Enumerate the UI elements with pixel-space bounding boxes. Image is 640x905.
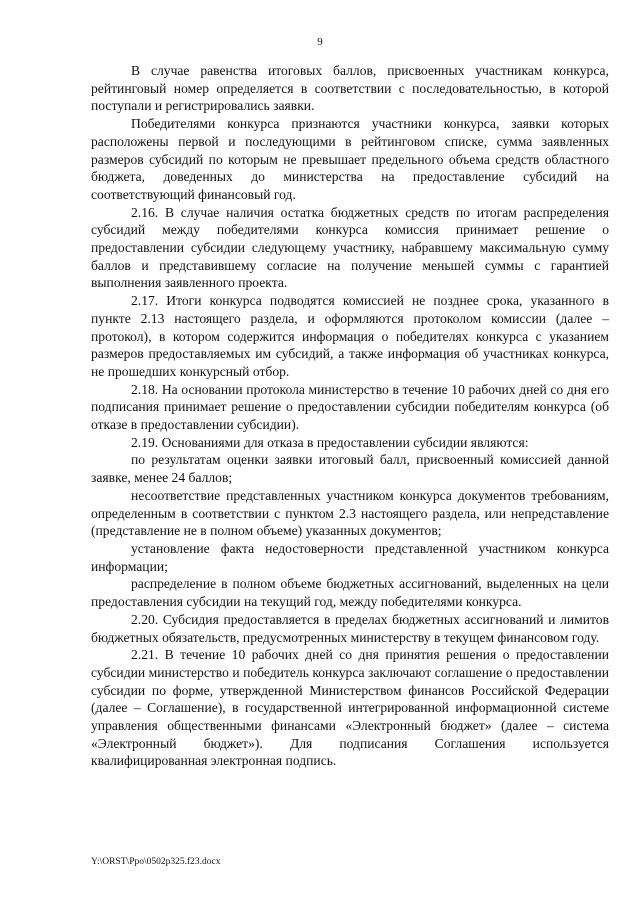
- refusal-ground-documents: несоответствие представленных участником конкурса документов требованиям, определенным в соответствии с пунктом 2.3 настоящего раздела, или непредставление (представление не в полном объеме) указанных документов;: [91, 487, 609, 539]
- paragraph-2-16: 2.16. В случае наличия остатка бюджетных средств по итогам распределения субсидий между победителями конкурса комиссия принимает решение о предоставлении субсидии следующему участнику, набравшему максимальную сумму баллов и представившему согласие на получение меньшей суммы с гарантией выполнения заявленного проекта.: [91, 204, 609, 291]
- footer-file-path: Y:\ORST\Ppo\0502p325.f23.docx: [91, 857, 221, 867]
- paragraph-2-21: 2.21. В течение 10 рабочих дней со дня принятия решения о предоставлении субсидии министерство и победитель конкурса заключают соглашение о предоставлении субсидии по форме, утвержденной Министерством финансов Российской Федерации (далее – Соглашение), в государственной интегрированной информационной системе управления общественными финансами «Электронный бюджет» (далее – система «Электронный бюджет»). Для подписания Соглашения используется квалифицированная электронная подпись.: [91, 647, 609, 769]
- paragraph-winners: Победителями конкурса признаются участники конкурса, заявки которых расположены первой и последующими в рейтинговом списке, сумма заявленных размеров субсидий по которым не превышает предельного объема средств областного бюджета, доведенных до министерства на предоставление субсидий на соответствующий финансовый год.: [91, 116, 609, 202]
- refusal-ground-score: по результатам оценки заявки итоговый балл, присвоенный комиссией данной заявке, менее 24 баллов;: [91, 452, 609, 486]
- page-number: 9: [317, 36, 323, 48]
- paragraph-rating-tie: В случае равенства итоговых баллов, присвоенных участникам конкурса, рейтинговый номер определяется в соответствии с последовательностью, в которой поступали и регистрировались заявки.: [91, 63, 609, 114]
- document-body: [91, 62, 609, 770]
- paragraph-2-17: 2.17. Итоги конкурса подводятся комиссией не позднее срока, указанного в пункте 2.13 настоящего раздела, и оформляются протоколом комиссии (далее – протокол), в котором содержится информация о победителях конкурса с указанием размеров предоставляемых им субсидий, а также информация об участниках конкурса, не прошедших конкурсный отбор.: [91, 293, 609, 379]
- paragraph-2-19: 2.19. Основаниями для отказа в предоставлении субсидии являются:: [131, 434, 529, 450]
- paragraph-2-20: 2.20. Субсидия предоставляется в пределах бюджетных ассигнований и лимитов бюджетных обязательств, предусмотренных министерству в текущем финансовом году.: [91, 611, 609, 645]
- refusal-ground-false-info: установление факта недостоверности представленной участником конкурса информации;: [91, 540, 609, 574]
- refusal-ground-budget-exhausted: распределение в полном объеме бюджетных ассигнований, выделенных на цели предоставления субсидии на текущий год, между победителями конкурса.: [91, 576, 609, 610]
- paragraph-2-18: 2.18. На основании протокола министерство в течение 10 рабочих дней со дня его подписания принимает решение о предоставлении субсидии победителям конкурса (об отказе в предоставлении субсидии).: [91, 381, 609, 433]
